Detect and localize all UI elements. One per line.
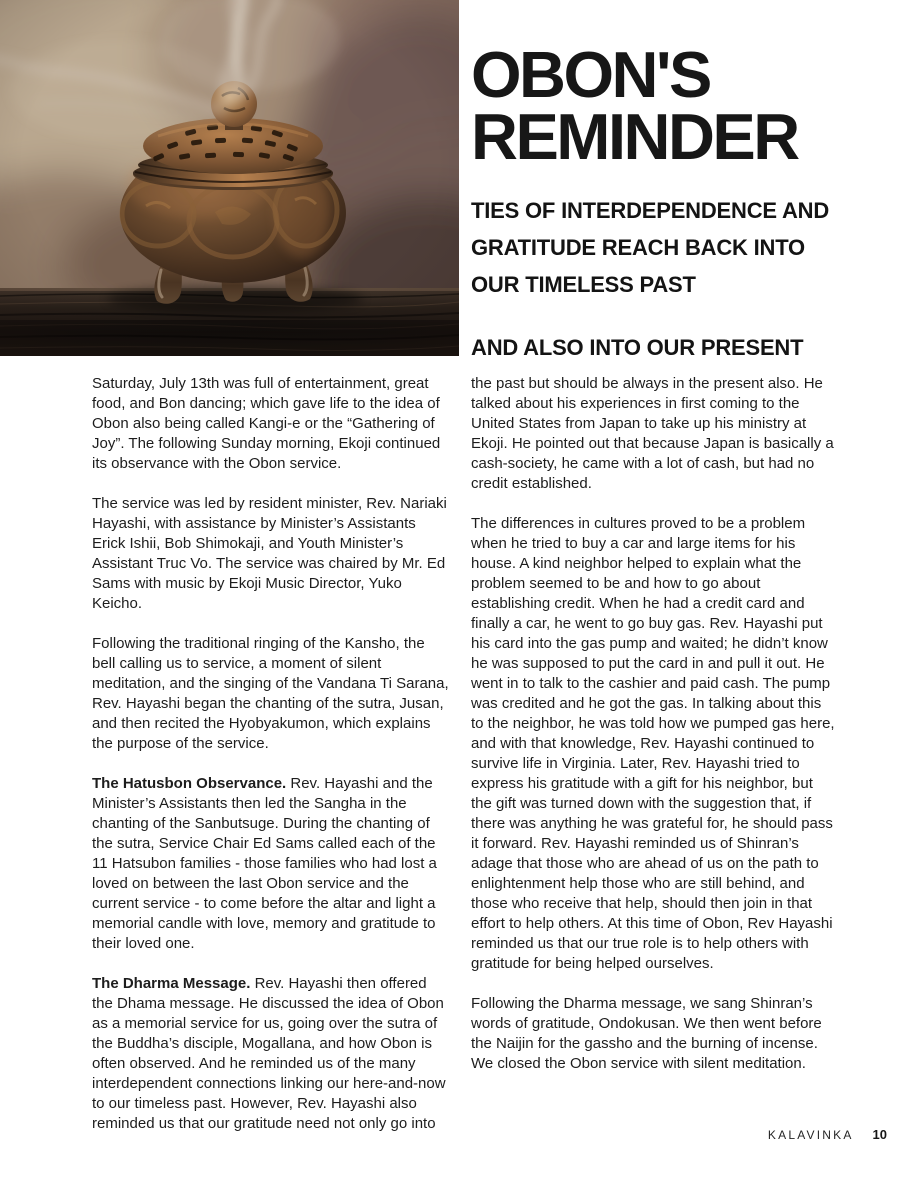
paragraph-text: Saturday, July 13th was full of entertainment, great food, and Bon dancing; which gave life to the idea of Obon also being called Kangi-e or the “Gathering of Joy”. The following Sunday morning, Ekoji continued its observance with the Obon service.	[92, 375, 441, 472]
paragraph-text: Following the Dharma message, we sang Shinran’s words of gratitude, Ondokusan. We then went before the Naijin for the gassho and the burning of incense. We closed the Obon service with silent meditation.	[471, 995, 822, 1072]
title-line-2: REMINDER	[471, 100, 798, 174]
left-text-column	[92, 374, 449, 1154]
paragraph	[92, 974, 449, 1134]
paragraph	[471, 514, 837, 974]
paragraph-text: The differences in cultures proved to be a problem when he tried to buy a car and large items for his house. A kind neighbor helped to explain what the problem seemed to be and how to go about establishing credit. When he had a credit card and finally a car, he went to go buy gas. Rev. Hayashi put his card into the gas pump and waited; he didn’t know he was supposed to put the card in and pull it out. He went in to talk to the cashier and paid cash. The pump was credited and he got the gas. In talking about this to the neighbor, he was told how we pumped gas here, and with that knowledge, Rev. Hayashi continued to survive life in Virginia. Later, Rev. Hayashi tried to express his gratitude with a gift for his neighbor, but the gift was turned down with the suggestion that, if there was anything he was grateful for, he should pass it forward. Rev. Hayashi reminded us of Shinran’s adage that those who are ahead of us on the path to enlightenment help those who are still behind, and those who receive that help, should then join in that effort to help others. At this time of Obon, Rev Hayashi reminded us that our true role is to help others with gratitude for being helped ourselves.	[471, 515, 835, 972]
paragraph	[471, 374, 837, 494]
article-title	[471, 38, 895, 174]
paragraph-text: the past but should be always in the present also. He talked about his experiences in first coming to the United States from Japan to take up his ministry at Ekoji. He pointed out that because Japan is basically a cash-society, he came with a lot of cash, but had no credit established.	[471, 375, 834, 492]
subtitle-line-3: OUR TIMELESS PAST	[471, 271, 696, 297]
title-line-1: OBON'S	[471, 38, 710, 111]
paragraph	[92, 374, 449, 474]
paragraph	[92, 634, 449, 754]
article-subtitle	[471, 192, 895, 303]
right-text-column	[471, 374, 837, 1094]
paragraph-lead: The Dharma Message.	[92, 975, 251, 992]
subtitle-line-2: GRATITUDE REACH BACK INTO	[471, 234, 805, 260]
article-header	[471, 38, 895, 361]
paragraph-lead: The Hatusbon Observance.	[92, 775, 287, 792]
paragraph-text: Rev. Hayashi and the Minister’s Assistants then led the Sangha in the chanting of the Sanbutsuge. During the chanting of the sutra, Service Chair Ed Sams called each of the 11 Hatsubon families - those families who had lost a loved on between the last Obon service and the current service - to come before the altar and light a memorial candle with love, memory and gratitude to their loved one.	[92, 775, 437, 952]
subtitle-line-1: TIES OF INTERDEPENDENCE AND	[471, 197, 830, 223]
publication-name: KALAVINKA	[767, 1128, 854, 1142]
incense-burner-illustration	[0, 0, 459, 356]
paragraph-text: The service was led by resident minister, Rev. Nariaki Hayashi, with assistance by Minister’s Assistants Erick Ishii, Bob Shimokaji, and Youth Minister’s Assistant Truc Vo. The service was chaired by Mr. Ed Sams with music by Ekoji Music Director, Yuko Keicho.	[92, 495, 447, 612]
paragraph	[92, 774, 449, 954]
paragraph-text: Rev. Hayashi then offered the Dhama message. He discussed the idea of Obon as a memorial service for us, going over the sutra of the Buddha’s disciple, Mogallana, and how Obon is often observed. And he reminded us of the many interdependent connections linking our here-and-now to our timeless past. However, Rev. Hayashi also reminded us that our gratitude need not only go into	[92, 975, 446, 1132]
incense-burner-photo	[0, 0, 459, 356]
paragraph-text: Following the traditional ringing of the Kansho, the bell calling us to service, a moment of silent meditation, and the singing of the Vandana Ti Sarana, Rev. Hayashi began the chanting of the sutra, Jusan, and then recited the Hyobyakumon, which explains the purpose of the service.	[92, 635, 449, 752]
page-number: 10	[872, 1127, 887, 1142]
page-footer	[768, 1127, 887, 1142]
article-tagline: AND ALSO INTO OUR PRESENT	[471, 334, 804, 360]
paragraph	[471, 994, 837, 1074]
paragraph	[92, 494, 449, 614]
